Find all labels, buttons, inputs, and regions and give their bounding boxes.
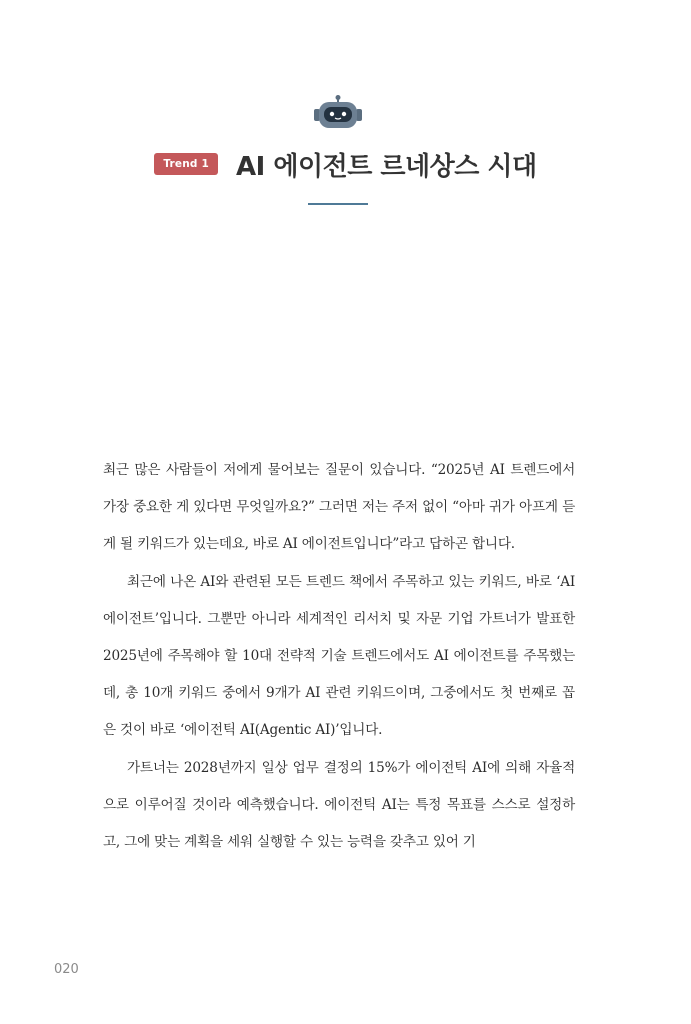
body-text — [103, 452, 575, 861]
chapter-title: AI 에이전트 르네상스 시대 — [236, 151, 537, 182]
title-divider — [308, 203, 368, 205]
robot-icon — [312, 95, 364, 131]
paragraph-3: 가트너는 2028년까지 일상 업무 결정의 15%가 에이전틱 AI에 의해 자율적으로 이루어질 것이라 예측했습니다. 에이전틱 AI는 특정 목표를 스스로 설정하고, 그에 맞는 계획을 세워 실행할 수 있는 능력을 갖추고 있어 기 — [103, 759, 575, 851]
page-number: 020 — [54, 962, 79, 977]
paragraph-2: 최근에 나온 AI와 관련된 모든 트렌드 책에서 주목하고 있는 키워드, 바로 ‘AI 에이전트’입니다. 그뿐만 아니라 세계적인 리서치 및 자문 기업 가트너가 발표한 2025년에 주목해야 할 10대 전략적 기술 트렌드에서도 AI 에이전트를 주목했는데, 총 10개 키워드 중에서 9개가 AI 관련 키워드이며, 그중에서도 첫 번째로 꼽은 것이 바로 ‘에이전틱 AI(Agentic AI)’입니다. — [103, 573, 575, 739]
chapter-heading — [0, 144, 691, 184]
trend-badge: Trend 1 — [154, 153, 218, 176]
paragraph-1: 최근 많은 사람들이 저에게 물어보는 질문이 있습니다. “2025년 AI 트렌드에서 가장 중요한 게 있다면 무엇일까요?” 그러면 저는 주저 없이 “아마 귀가 아프게 듣게 될 키워드가 있는데요, 바로 AI 에이전트입니다”라고 답하곤 합니다. — [103, 462, 575, 553]
